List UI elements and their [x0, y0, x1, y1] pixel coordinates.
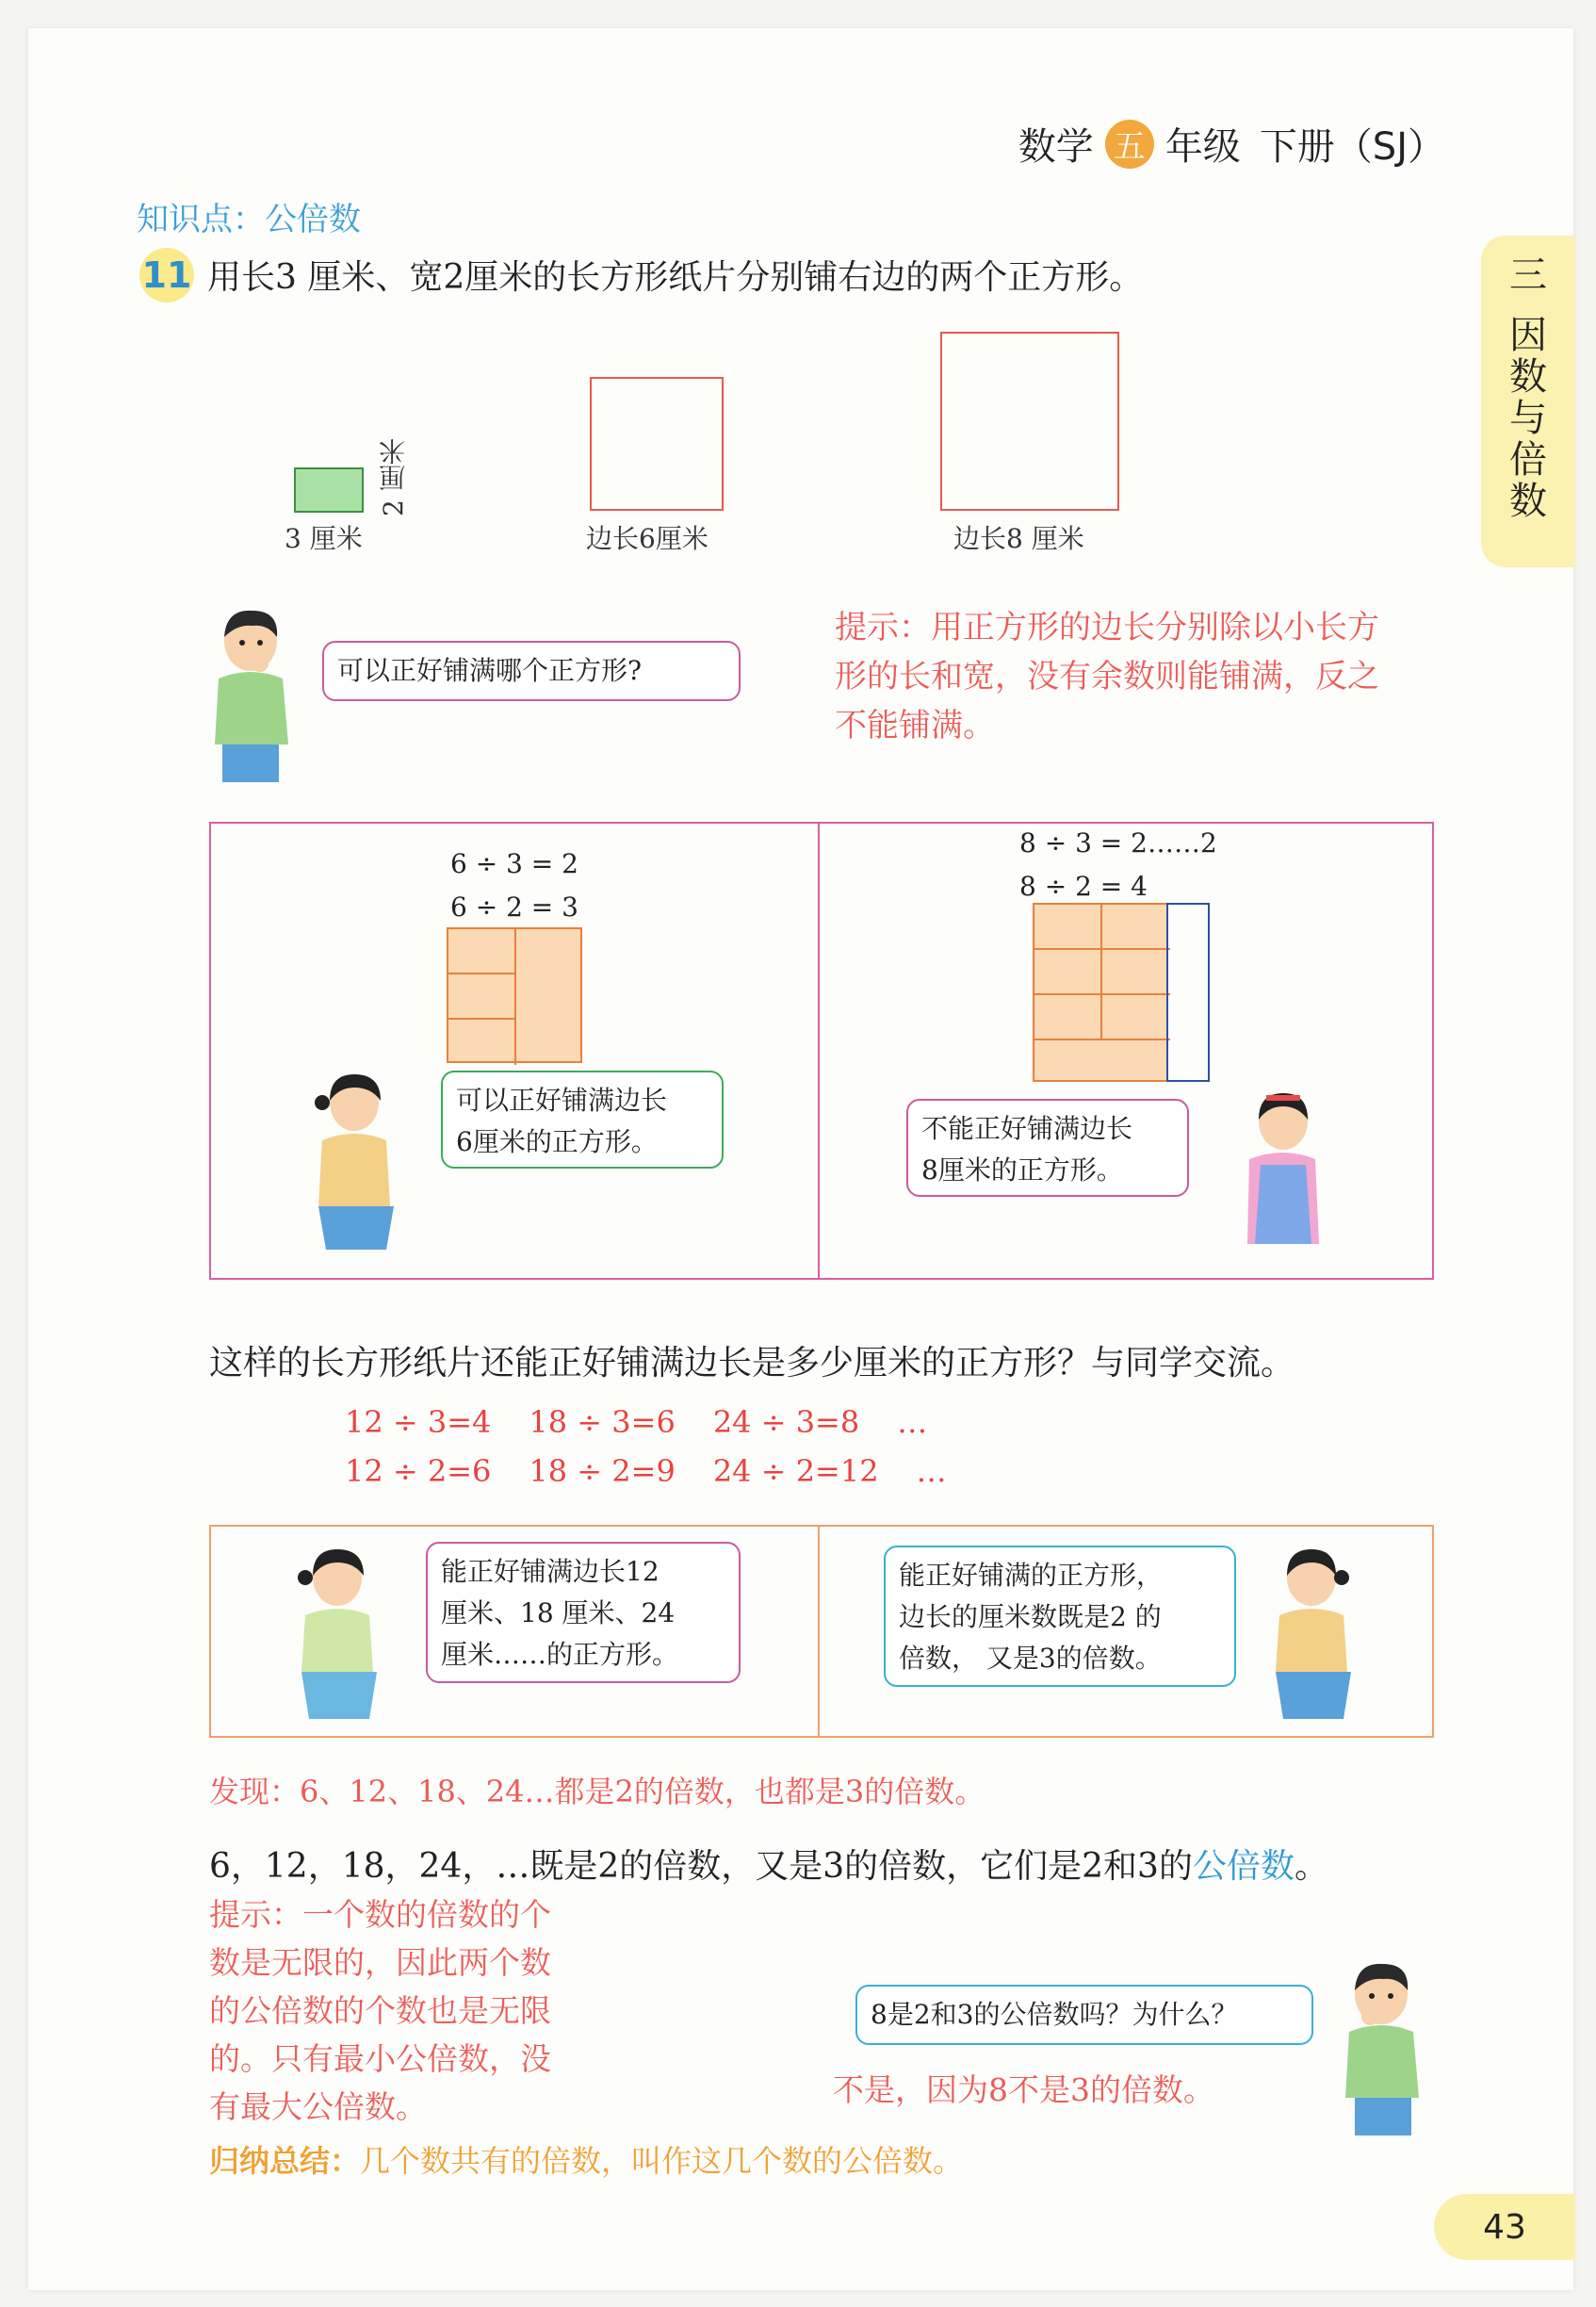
rect-height-label: 2 厘米 — [378, 438, 409, 516]
page-number: 43 — [1434, 2194, 1575, 2260]
calc-1-3: 24 ÷ 3=8 — [712, 1404, 860, 1440]
boy-question-2-text: 8是2和3的公倍数吗？为什么？ — [871, 1999, 1238, 2030]
girl-illustration-panel2-right — [1253, 1540, 1366, 1725]
problem-text: 用长3 厘米、宽2厘米的长方形纸片分别铺右边的两个正方形。 — [207, 258, 1144, 297]
discovery-text: 发现：6、12、18、24…都是2的倍数，也都是3的倍数。 — [209, 1774, 985, 1809]
hint-2-line-1: 提示：一个数的倍数的个 — [209, 1896, 551, 1933]
calc-2-4: … — [916, 1453, 947, 1489]
panel2-right-bubble — [884, 1546, 1236, 1687]
boy-question-text: 可以正好铺满哪个正方形? — [337, 655, 643, 686]
volume-label: 下册（SJ） — [1259, 125, 1445, 169]
hint-2-line-4: 的。只有最小公倍数，没 — [209, 2040, 551, 2077]
calc-1-2: 18 ÷ 3=6 — [529, 1404, 676, 1440]
conclusion-end: 。 — [1294, 1847, 1328, 1886]
p2-left-line-1: 能正好铺满边长12 — [441, 1556, 660, 1587]
panel-divider — [818, 822, 820, 1280]
calc-2-1: 12 ÷ 2=6 — [345, 1453, 492, 1489]
left-equations — [450, 843, 578, 929]
girl-illustration-left — [300, 1065, 413, 1253]
p2-right-line-3: 倍数， 又是3的倍数。 — [899, 1643, 1162, 1674]
square-6cm-label: 边长6厘米 — [586, 523, 708, 554]
calc-2-2: 18 ÷ 2=9 — [529, 1453, 676, 1489]
unit-number: 三 — [1509, 254, 1547, 297]
calc-1-1: 12 ÷ 3=4 — [345, 1404, 492, 1440]
grade-badge: 五 — [1105, 120, 1154, 169]
conclusion-term: 公倍数 — [1192, 1847, 1295, 1886]
small-rectangle — [294, 467, 364, 513]
girl-illustration-panel2-left — [283, 1540, 396, 1725]
left-eq-1: 6 ÷ 3 = 2 — [450, 848, 578, 879]
p2-right-line-2: 边长的厘米数既是2 的 — [899, 1601, 1162, 1632]
hint-2-line-5: 有最大公倍数。 — [209, 2088, 427, 2125]
girl-illustration-right — [1221, 1084, 1344, 1272]
tiled-square-6 — [447, 927, 582, 1063]
right-bubble-line-2: 8厘米的正方形。 — [921, 1154, 1123, 1186]
right-eq-2: 8 ÷ 2 = 4 — [1019, 871, 1148, 902]
p2-left-line-3: 厘米……的正方形。 — [441, 1639, 679, 1670]
hint-2-line-3: 的公倍数的个数也是无限 — [209, 1992, 551, 2029]
question-2: 这样的长方形纸片还能正好铺满边长是多少厘米的正方形？与同学交流。 — [209, 1344, 1295, 1383]
calc-1-4: … — [897, 1404, 928, 1440]
knowledge-point: 知识点：公倍数 — [137, 201, 361, 238]
left-bubble-line-2: 6厘米的正方形。 — [456, 1126, 658, 1157]
problem-number-badge: 11 — [139, 248, 194, 303]
left-panel-bubble — [441, 1071, 724, 1169]
square-8cm — [940, 332, 1119, 511]
left-eq-2: 6 ÷ 2 = 3 — [450, 892, 578, 923]
unit-side-tab — [1481, 236, 1575, 567]
summary-text: 几个数共有的倍数，叫作这几个数的公倍数。 — [360, 2143, 964, 2179]
summary — [209, 2137, 963, 2181]
square-6cm — [590, 377, 724, 511]
p2-right-line-1: 能正好铺满的正方形， — [899, 1560, 1164, 1591]
rect-width-label: 3 厘米 — [285, 523, 363, 554]
calc-2-3: 24 ÷ 2=12 — [712, 1453, 879, 1489]
hint-1-line-2: 形的长和宽，没有余数则能铺满，反之 — [835, 658, 1379, 695]
right-equations — [1019, 822, 1217, 908]
hint-1-line-3: 不能铺满。 — [835, 707, 995, 744]
conclusion-main: 6，12，18，24，…既是2的倍数，又是3的倍数，它们是2和3的 — [209, 1847, 1193, 1886]
square-8cm-label: 边长8 厘米 — [953, 523, 1084, 554]
hint-2 — [209, 1890, 551, 2131]
answer-2: 不是，因为8不是3的倍数。 — [833, 2071, 1214, 2108]
boy-thinking-illustration-2 — [1323, 1956, 1436, 2145]
right-eq-1: 8 ÷ 3 = 2……2 — [1019, 827, 1217, 859]
conclusion-text — [209, 1840, 1328, 1888]
hint-1 — [835, 603, 1379, 750]
tiled-square-8 — [1033, 903, 1168, 1082]
subject-label: 数学 — [1018, 125, 1094, 169]
panel-2-divider — [818, 1525, 820, 1738]
boy-question-2-bubble — [855, 1985, 1313, 2045]
grade-suffix: 年级 — [1164, 125, 1241, 169]
right-bubble-line-1: 不能正好铺满边长 — [921, 1113, 1133, 1144]
panel2-left-bubble — [426, 1542, 741, 1683]
summary-label: 归纳总结： — [209, 2143, 361, 2179]
unit-title: 因数与倍数 — [1509, 314, 1547, 523]
boy-question-bubble — [322, 641, 741, 701]
p2-left-line-2: 厘米、18 厘米、24 — [441, 1597, 676, 1628]
calc-row-1 — [345, 1404, 927, 1440]
calc-row-2 — [345, 1453, 947, 1489]
uncovered-strip — [1166, 903, 1210, 1082]
hint-1-line-1: 提示：用正方形的边长分别除以小长方 — [835, 609, 1379, 646]
book-header — [1018, 117, 1445, 171]
right-panel-bubble — [906, 1099, 1189, 1197]
boy-thinking-illustration — [202, 603, 315, 792]
left-bubble-line-1: 可以正好铺满边长 — [456, 1085, 668, 1116]
hint-2-line-2: 数是无限的，因此两个数 — [209, 1944, 551, 1981]
